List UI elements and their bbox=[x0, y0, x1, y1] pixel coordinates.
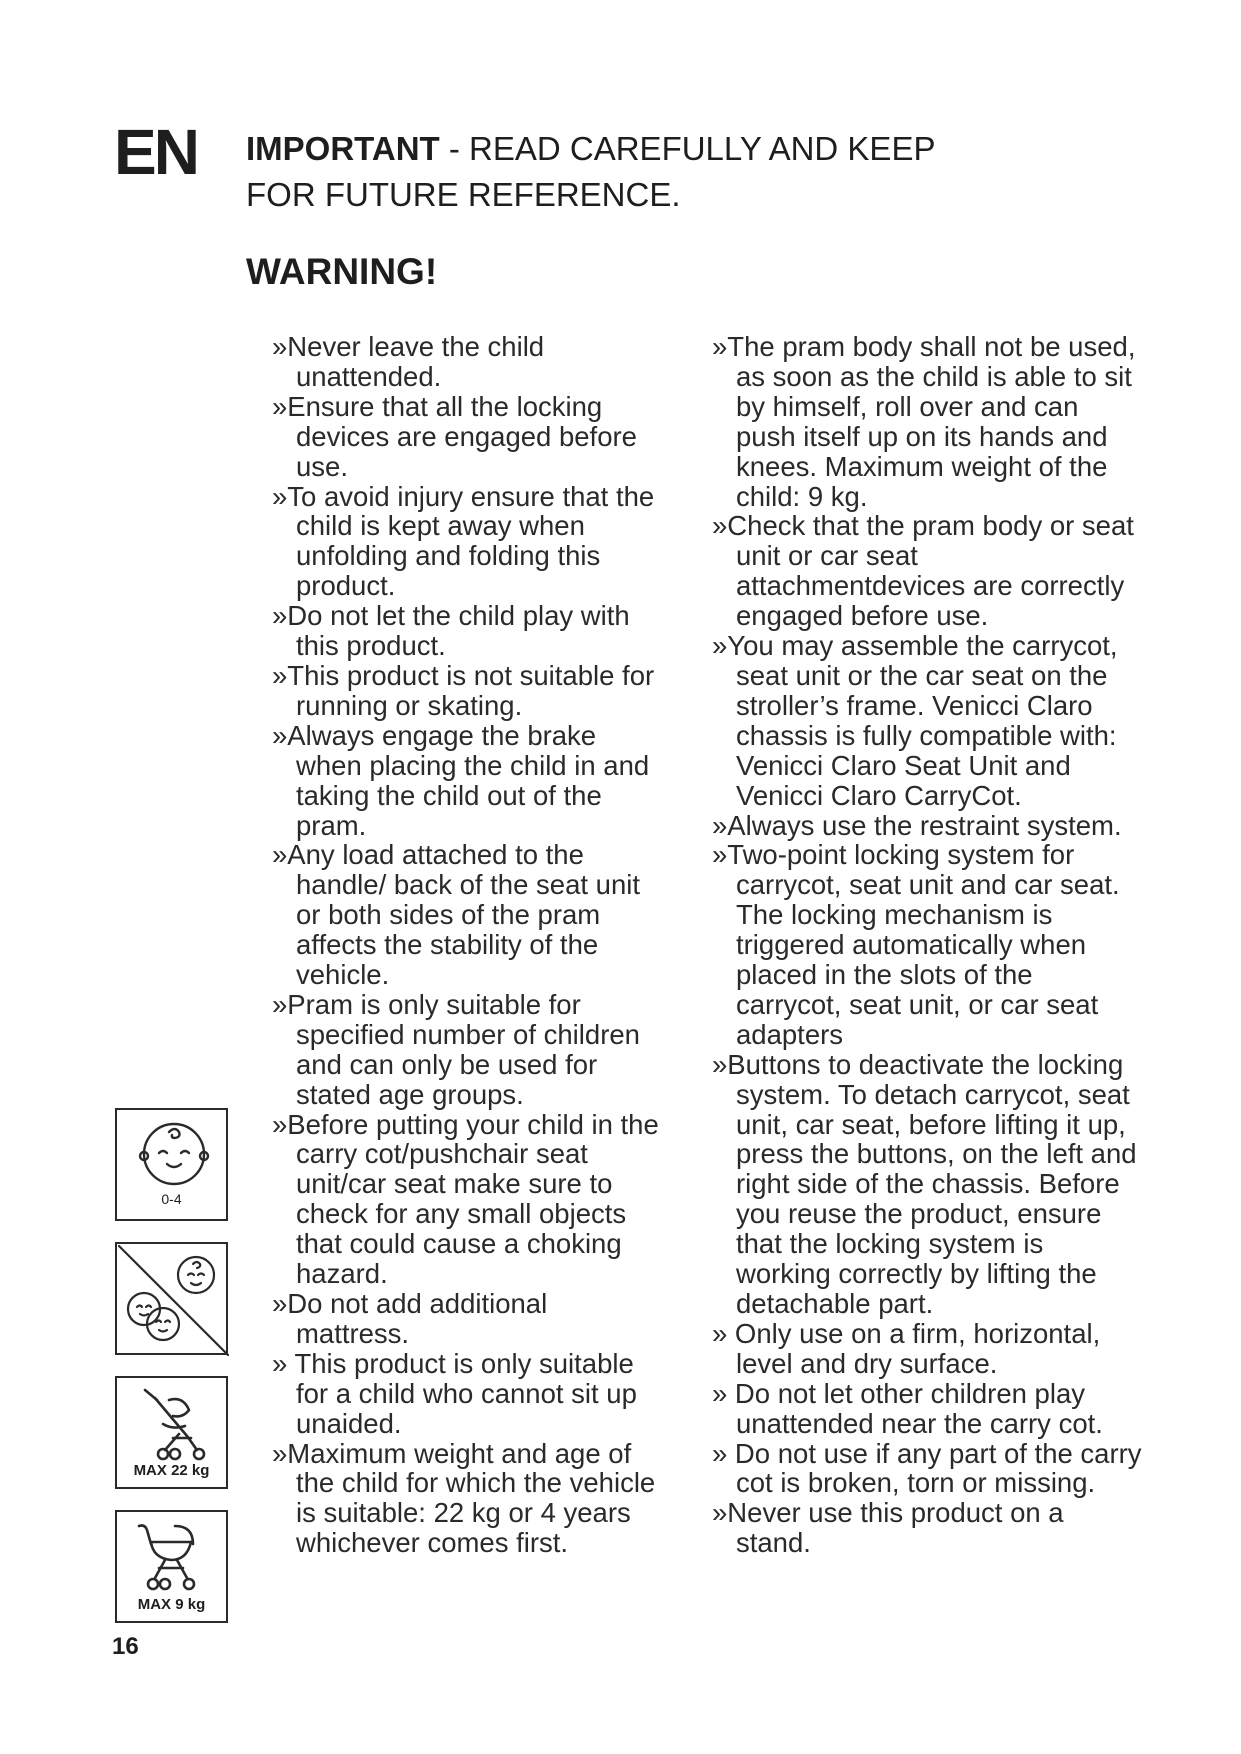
warnings-left-column bbox=[272, 332, 662, 1558]
language-code: EN bbox=[114, 116, 197, 188]
warning-item: »Check that the pram body or seat unit or car seat attachmentdevices are correctly engaged before use. bbox=[712, 510, 1134, 632]
warning-item: »Do not let the child play with this product. bbox=[272, 600, 630, 662]
warning-item: »The pram body shall not be used, as soon as the child is able to sit by himself, roll over and can push itself up on its hands and knees. Maximum weight of the child: 9 kg. bbox=[712, 331, 1136, 512]
warning-item: »Maximum weight and age of the child for which the vehicle is suitable: 22 kg or 4 years whichever comes first. bbox=[272, 1437, 656, 1559]
age-label: 0-4 bbox=[161, 1191, 182, 1207]
stroller-weight-label: MAX 22 kg bbox=[133, 1462, 210, 1479]
warning-item: »Always use the restraint system. bbox=[712, 809, 1122, 841]
warning-item: »Do not add additional mattress. bbox=[272, 1288, 548, 1349]
warning-item: »Never leave the child unattended. bbox=[272, 331, 545, 392]
page-number: 16 bbox=[112, 1633, 139, 1660]
age-pictogram bbox=[115, 1108, 228, 1221]
warning-item: »Never use this product on a stand. bbox=[712, 1497, 1064, 1559]
warning-item: »Any load attached to the handle/ back of the seat unit or both sides of the pram affects the stability of the vehicle. bbox=[272, 839, 640, 991]
warning-item: »Before putting your child in the carry cot/pushchair seat unit/car seat make sure to check for any small objects that could cause a choking hazard. bbox=[272, 1108, 659, 1290]
warning-item: » Do not use if any part of the carry cot is broken, torn or missing. bbox=[712, 1437, 1142, 1499]
warning-item: »Always engage the brake when placing the child in and taking the child out of the pram. bbox=[272, 719, 650, 841]
warning-item: »This product is not suitable for running or skating. bbox=[272, 659, 655, 721]
warnings-right-column bbox=[712, 332, 1142, 1558]
important-text: - READ CAREFULLY AND KEEP bbox=[439, 130, 936, 167]
warning-item: »To avoid injury ensure that the child is kept away when unfolding and folding this product. bbox=[272, 480, 655, 602]
important-notice bbox=[246, 126, 1146, 218]
stroller-weight-pictogram bbox=[115, 1376, 228, 1489]
important-text-line2: FOR FUTURE REFERENCE. bbox=[246, 176, 681, 213]
single-child-pictogram bbox=[115, 1242, 228, 1355]
no-twins-icon bbox=[117, 1244, 230, 1357]
warning-item: »Ensure that all the locking devices are engaged before use. bbox=[272, 390, 637, 482]
warning-item: »Two-point locking system for carrycot, seat unit and car seat. The locking mechanism is triggered automatically when placed in the slots of the carrycot, seat unit, or car seat adapters bbox=[712, 839, 1120, 1050]
pram-weight-label: MAX 9 kg bbox=[137, 1596, 206, 1613]
warning-item: »Pram is only suitable for specified number of children and can only be used for stated age groups. bbox=[272, 988, 640, 1110]
warning-item: »You may assemble the carrycot, seat unit or the car seat on the stroller’s frame. Venicci Claro chassis is fully compatible with: Venicci Claro Seat Unit and Venicci Claro CarryCot. bbox=[712, 630, 1118, 811]
warning-item: » Do not let other children play unattended near the carry cot. bbox=[712, 1377, 1103, 1439]
warning-item: »Buttons to deactivate the locking system. To detach carrycot, seat unit, car seat, before lifting it up, press the buttons, on the left and right side of the chassis. Before you reuse the product, ensure that the locking system is working correctly by lifting the detachable part. bbox=[712, 1048, 1137, 1319]
warning-heading: WARNING! bbox=[246, 251, 438, 292]
warning-item: » This product is only suitable for a child who cannot sit up unaided. bbox=[272, 1347, 637, 1439]
warning-item: » Only use on a firm, horizontal, level and dry surface. bbox=[712, 1317, 1101, 1379]
pram-weight-pictogram bbox=[115, 1510, 228, 1623]
important-label: IMPORTANT bbox=[246, 130, 440, 167]
